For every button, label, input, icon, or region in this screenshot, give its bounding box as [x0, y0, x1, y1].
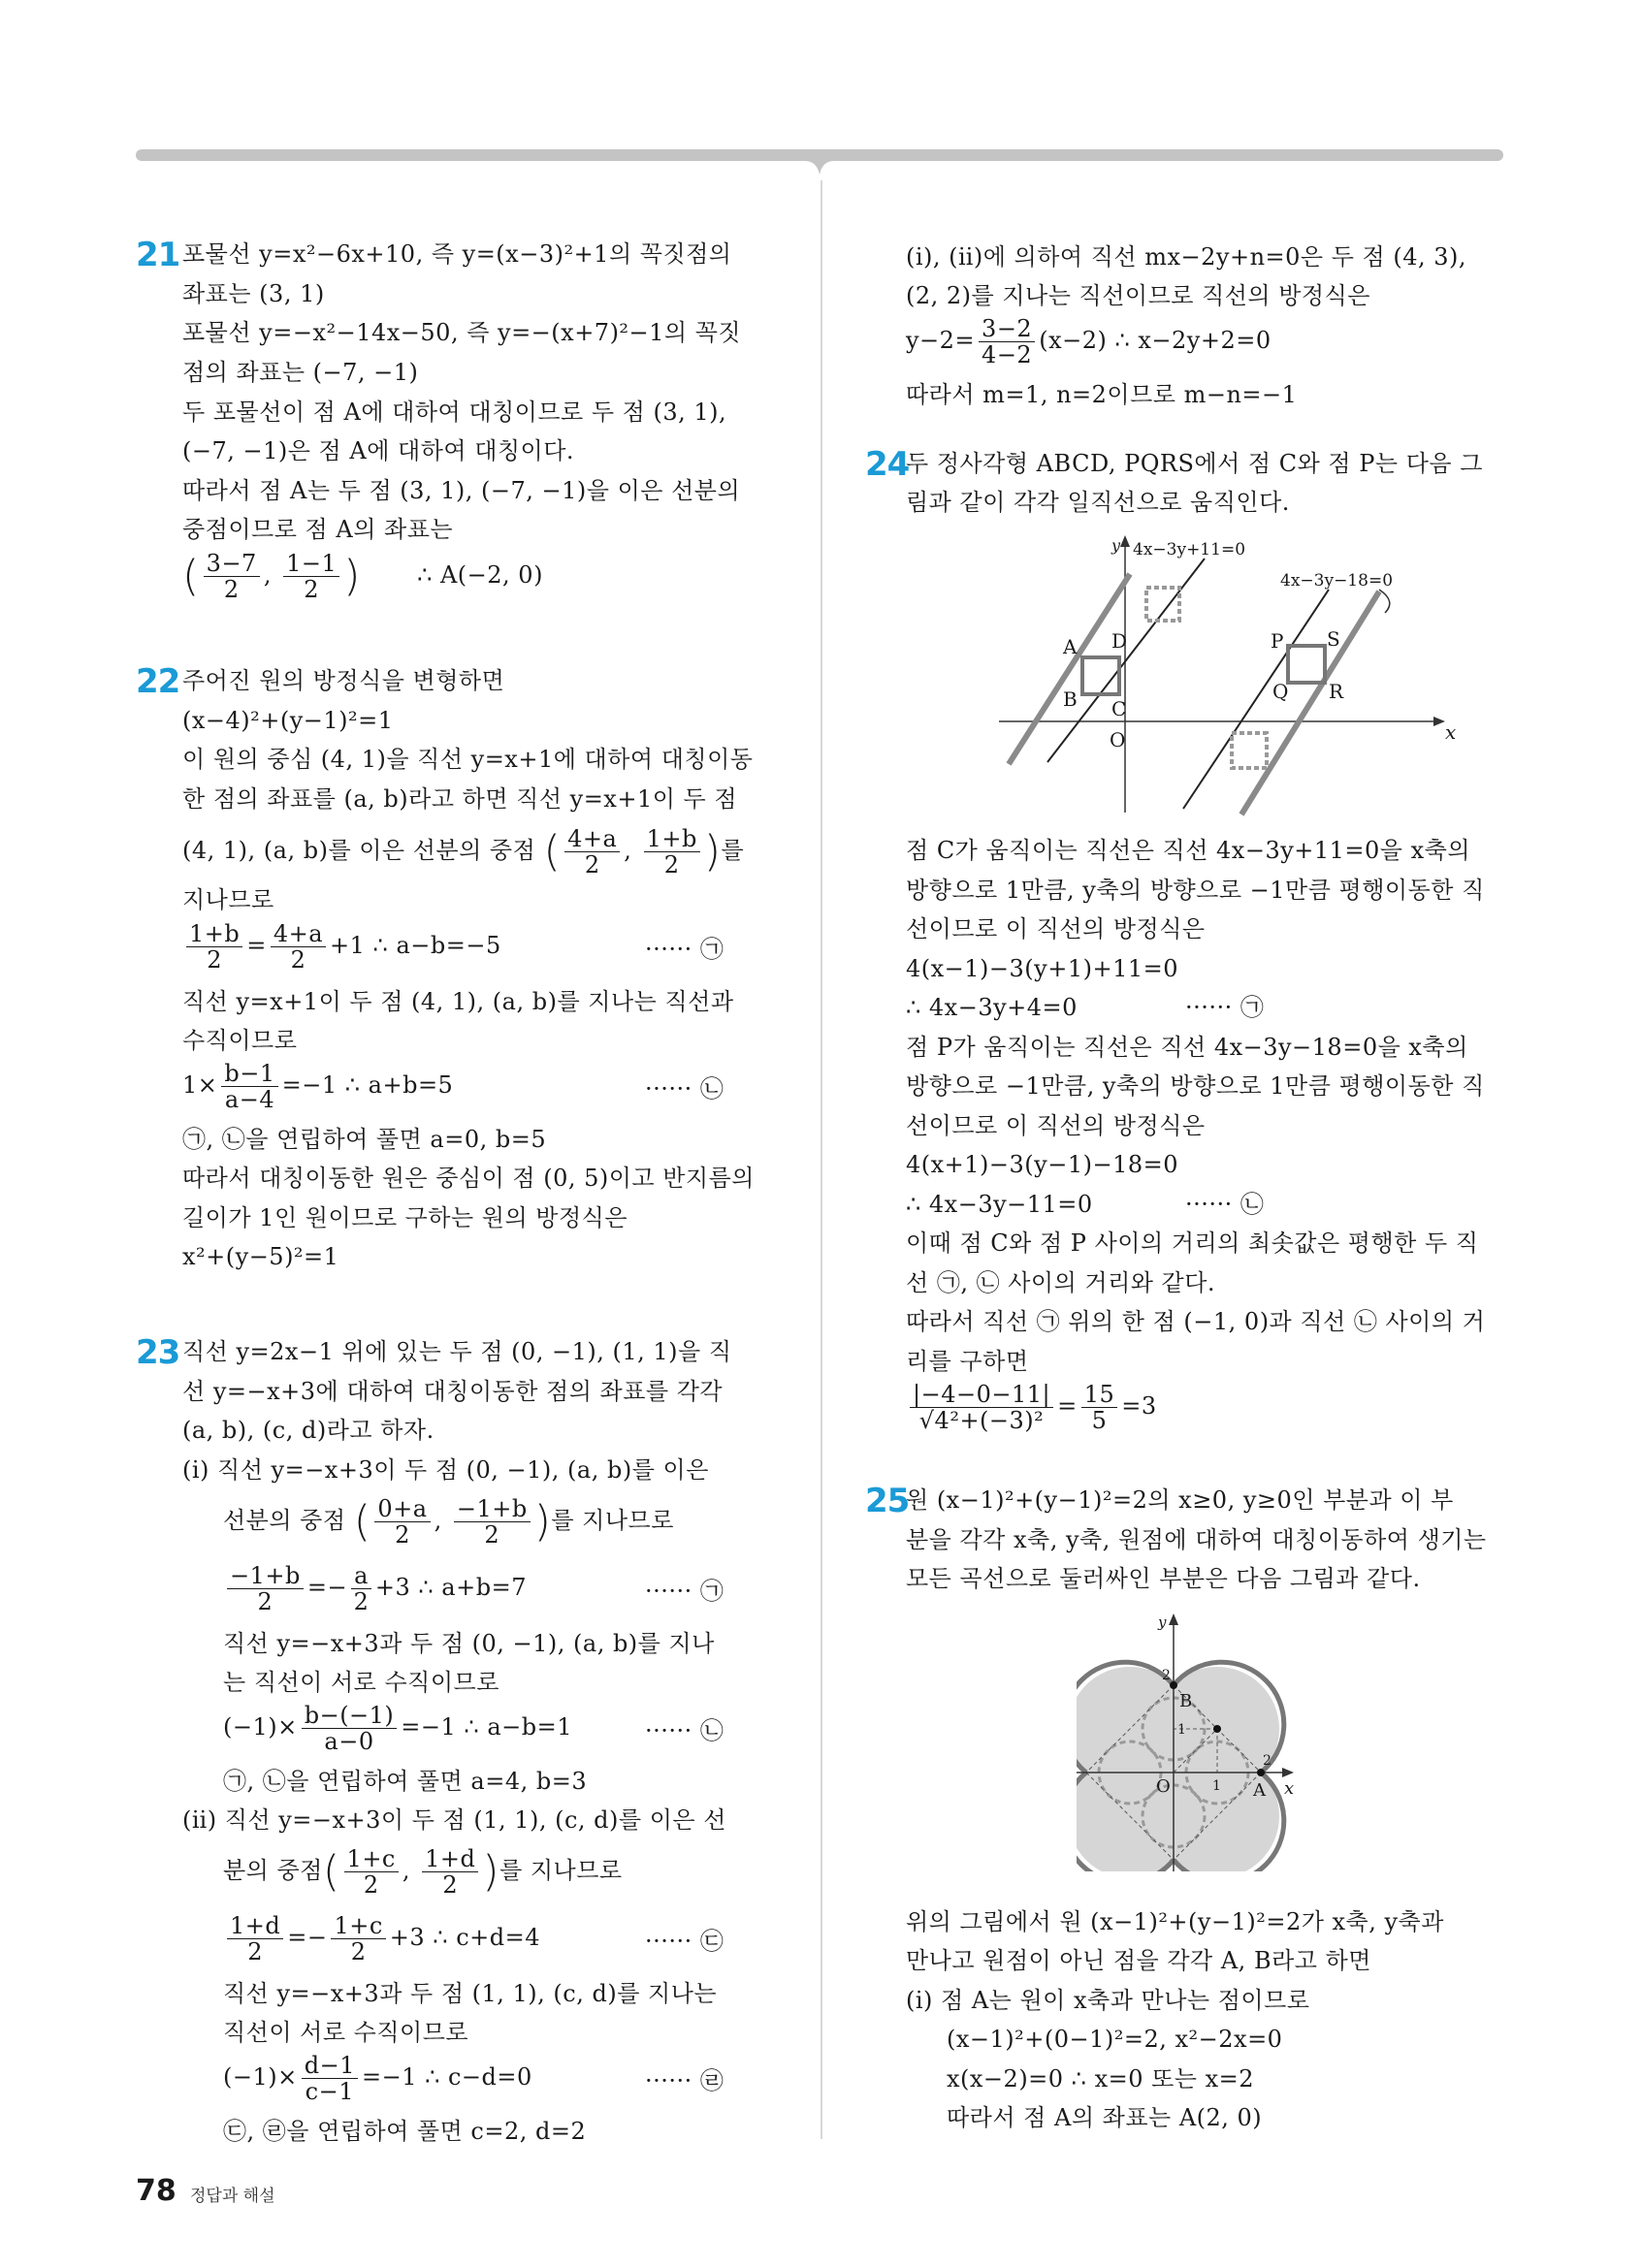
p24-y-arrow — [1120, 535, 1130, 547]
p22-line1: 주어진 원의 방정식을 변형하면 — [182, 667, 505, 694]
p21-midpoint-eq: ( $\frac{3-7}{2}$ , $\frac{1-1}{2}$ ) ∴ A(−2, 0) — [182, 550, 543, 603]
p25-line9: 따라서 점 A의 좌표는 A(2, 0) — [947, 2104, 1263, 2131]
p22-frac2: $\frac{1+b}{2}$ — [644, 826, 700, 878]
problem-25-number: 25 — [865, 1482, 910, 1520]
p25-line4: 위의 그림에서 원 (x−1)²+(y−1)²=2가 x축, y축과 — [906, 1908, 1444, 1935]
p24-square-dashed2 — [1232, 733, 1267, 768]
p23-case1-eq1: $\frac{-1+b}{2}$ =− $\frac{a}{2}$ +3 ∴ a+b=7 — [223, 1563, 527, 1614]
p21-frac1: $\frac{3-7}{2}$ — [204, 551, 260, 602]
p21-line3: 포물선 y=−x²−14x−50, 즉 y=−(x+7)²−1의 꼭짓 — [182, 319, 742, 346]
p25-line3: 모든 곡선으로 둘러싸인 부분은 다음 그림과 같다. — [906, 1565, 1421, 1592]
p23-case1-line1: (ⅰ) 직선 y=−x+3이 두 점 (0, −1), (a, b)를 이은 — [182, 1456, 709, 1484]
p22-line12: x²+(y−5)²=1 — [182, 1243, 339, 1270]
p23-mark4: ······ ㉣ — [645, 2067, 724, 2094]
p23-case2-line2: 분의 중점( $\frac{1+c}{2}$ , $\frac{1+d}{2}$ )를 지나므로 — [223, 1845, 623, 1899]
p22-eq2: 1× $\frac{b-1}{a-4}$ =−1 ∴ a+b=5 — [182, 1060, 454, 1113]
p24-line7: ∴ 4x−3y+4=0 — [906, 994, 1078, 1021]
p24-line2-label: 4x−3y−18=0 — [1280, 571, 1394, 591]
p24-line8: 점 P가 움직이는 직선은 직선 4x−3y−18=0을 x축의 — [906, 1034, 1468, 1061]
p22-line10: 따라서 대칭이동한 원은 중심이 점 (0, 5)이고 반지름의 — [182, 1165, 755, 1192]
p23-line2: 선 y=−x+3에 대하여 대칭이동한 점의 좌표를 각각 — [182, 1378, 724, 1405]
p24-line1: 두 정사각형 ABCD, PQRS에서 점 C와 점 P는 다음 그 — [906, 450, 1483, 477]
p23-case2-eq1: $\frac{1+d}{2}$ =− $\frac{1+c}{2}$ +3 ∴ c+d=4 — [223, 1913, 540, 1965]
problem-21-number: 21 — [136, 236, 180, 274]
p24-y-label: y — [1111, 536, 1121, 555]
p21-line4: 점의 좌표는 (−7, −1) — [182, 359, 419, 386]
p23-case2-line1: (ⅱ) 직선 y=−x+3이 두 점 (1, 1), (c, d)를 이은 선 — [182, 1806, 726, 1834]
p24-line14: 선 ㉠, ㉡ 사이의 거리와 같다. — [906, 1269, 1216, 1296]
p21-frac2: $\frac{1-1}{2}$ — [283, 551, 339, 602]
p24-line5: 선이므로 이 직선의 방정식은 — [906, 915, 1206, 942]
p25-line6: (ⅰ) 점 A는 원이 x축과 만나는 점이므로 — [906, 1987, 1310, 2014]
p24-line1-label: 4x−3y+11=0 — [1133, 540, 1246, 559]
r23-line1: (ⅰ), (ⅱ)에 의하여 직선 mx−2y+n=0은 두 점 (4, 3), — [906, 243, 1466, 271]
p22-eq1: $\frac{1+b}{2}$ = $\frac{4+a}{2}$ +1 ∴ a−b=−5 — [182, 921, 501, 973]
p25-x-tick1: 1 — [1212, 1778, 1221, 1794]
problem-22-number: 22 — [136, 662, 180, 701]
p24-line4: 방향으로 1만큼, y축의 방향으로 −1만큼 평행이동한 직 — [906, 877, 1485, 904]
p21-line8: 중점이므로 점 A의 좌표는 — [182, 516, 454, 543]
p25-point-B — [1170, 1681, 1177, 1689]
p24-line10: 선이므로 이 직선의 방정식은 — [906, 1112, 1206, 1139]
p23-mark3: ······ ㉢ — [645, 1928, 724, 1955]
p24-P-label: P — [1271, 629, 1284, 653]
p24-line15: 따라서 직선 ㉠ 위의 한 점 (−1, 0)과 직선 ㉡ 사이의 거 — [906, 1308, 1486, 1335]
p24-distance-eq: $\frac{|-4-0-11|}{\text{√4²+(−3)²}}$ = $\frac{15}{5}$ =3 — [906, 1382, 1157, 1433]
p23-case1-eq2: (−1)× $\frac{b-(-1)}{a-0}$ =−1 ∴ a−b=1 — [223, 1702, 572, 1755]
p25-y-arrow — [1169, 1613, 1178, 1625]
p24-R-label: R — [1329, 680, 1344, 703]
p23-mark2: ······ ㉡ — [645, 1717, 724, 1744]
p25-x-tick2: 2 — [1263, 1753, 1272, 1769]
p23-case2-eq2: (−1)× $\frac{d-1}{c-1}$ =−1 ∴ c−d=0 — [223, 2052, 532, 2105]
p24-line6: 4(x−1)−3(y+1)+11=0 — [906, 955, 1178, 982]
p23-line1: 직선 y=2x−1 위에 있는 두 점 (0, −1), (1, 1)을 직 — [182, 1338, 732, 1365]
p25-line2: 분을 각각 x축, y축, 원점에 대하여 대칭이동하여 생기는 — [906, 1526, 1487, 1553]
p22-line7: 직선 y=x+1이 두 점 (4, 1), (a, b)를 지나는 직선과 — [182, 988, 734, 1015]
p25-figure — [1077, 1610, 1300, 1871]
p21-line2: 좌표는 (3, 1) — [182, 280, 325, 307]
p24-line2-shift-path — [1183, 590, 1329, 809]
p24-line13: 이때 점 C와 점 P 사이의 거리의 최솟값은 평행한 두 직 — [906, 1230, 1479, 1257]
p25-line5: 만나고 원점이 아닌 점을 각각 A, B라고 하면 — [906, 1947, 1371, 1974]
header-bar-left — [136, 149, 810, 161]
header-notch — [805, 149, 834, 176]
p24-B-label: B — [1063, 687, 1078, 711]
r23-line2: (2, 2)를 지나는 직선이므로 직선의 방정식은 — [906, 282, 1370, 309]
footer-label: 정답과 해설 — [190, 2187, 275, 2206]
p24-A-label: A — [1063, 635, 1078, 658]
p21-line1: 포물선 y=x²−6x+10, 즉 y=(x−3)²+1의 꼭짓점의 — [182, 240, 732, 268]
p23-case1-line7: ㉠, ㉡을 연립하여 풀면 a=4, b=3 — [223, 1768, 588, 1795]
p25-x-arrow — [1282, 1768, 1294, 1777]
p23-case1-line5: 는 직선이 서로 수직이므로 — [223, 1669, 499, 1696]
p25-A-label: A — [1253, 1780, 1266, 1801]
p24-figure — [999, 531, 1465, 822]
p24-square-pqrs — [1288, 646, 1325, 683]
r23-eq1: y−2= $\frac{3-2}{4-2}$ (x−2) ∴ x−2y+2=0 — [906, 315, 1272, 368]
p24-square-dashed1 — [1146, 588, 1179, 621]
p24-C-label: C — [1111, 697, 1127, 720]
p23-case2-line4: 직선 y=−x+3과 두 점 (1, 1), (c, d)를 지나는 — [223, 1980, 718, 2007]
r23-line3: 따라서 m=1, n=2이므로 m−n=−1 — [906, 381, 1298, 408]
p25-y-tick2: 2 — [1162, 1668, 1171, 1683]
p24-line11: 4(x+1)−3(y−1)−18=0 — [906, 1151, 1178, 1178]
p24-line9: 방향으로 −1만큼, y축의 방향으로 1만큼 평행이동한 직 — [906, 1072, 1485, 1100]
p22-mark2: ······ ㉡ — [645, 1075, 724, 1102]
p22-line5: (4, 1), (a, b)를 이은 선분의 중점 ( $\frac{4+a}{2}$ , $\frac{1+b}{2}$ )를 — [182, 825, 745, 878]
p22-mark1: ······ ㉠ — [645, 936, 724, 963]
p24-line2-path — [1241, 591, 1379, 815]
p21-answer: ∴ A(−2, 0) — [417, 561, 543, 589]
p22-line6: 지나므로 — [182, 886, 274, 913]
problem-24-number: 24 — [865, 445, 910, 484]
p23-mark1: ······ ㉠ — [645, 1578, 724, 1605]
p22-line8: 수직이므로 — [182, 1027, 298, 1054]
p23-case1-line2: 선분의 중점 ( $\frac{0+a}{2}$ , $\frac{-1+b}{2}$ )를 지나므로 — [223, 1495, 674, 1549]
p22-line2: (x−4)²+(y−1)²=1 — [182, 707, 394, 734]
p25-x-label: x — [1284, 1778, 1295, 1799]
p23-case2-line7: ㉢, ㉣을 연립하여 풀면 c=2, d=2 — [223, 2118, 587, 2145]
p22-frac1: $\frac{4+a}{2}$ — [564, 826, 620, 878]
p23-case2-line5: 직선이 서로 수직이므로 — [223, 2019, 469, 2046]
p25-origin-label: O — [1156, 1776, 1171, 1797]
page-number: 78 — [136, 2174, 177, 2208]
p22-line3: 이 원의 중심 (4, 1)을 직선 y=x+1에 대하여 대칭이동 — [182, 746, 754, 773]
p21-line7: 따라서 점 A는 두 점 (3, 1), (−7, −1)을 이은 선분의 — [182, 477, 741, 504]
p25-line8: x(x−2)=0 ∴ x=0 또는 x=2 — [947, 2065, 1255, 2092]
p24-x-arrow — [1433, 717, 1445, 726]
p24-S-label: S — [1327, 627, 1340, 651]
p24-x-label: x — [1445, 720, 1457, 744]
p21-line5: 두 포물선이 점 A에 대하여 대칭이므로 두 점 (3, 1), — [182, 399, 727, 426]
p21-line6: (−7, −1)은 점 A에 대하여 대칭이다. — [182, 437, 575, 464]
header-bar — [136, 149, 1503, 165]
p24-line2: 림과 같이 각각 일직선으로 움직인다. — [906, 489, 1290, 516]
p25-y-label: y — [1158, 1613, 1167, 1631]
p24-line12: ∴ 4x−3y−11=0 — [906, 1191, 1093, 1218]
p24-origin-label: O — [1110, 728, 1126, 751]
p23-case1-line4: 직선 y=−x+3과 두 점 (0, −1), (a, b)를 지나 — [223, 1630, 715, 1657]
problem-23-number: 23 — [136, 1333, 180, 1372]
p25-y-tick1: 1 — [1177, 1722, 1186, 1738]
p22-line4: 한 점의 좌표를 (a, b)라고 하면 직선 y=x+1이 두 점 — [182, 785, 738, 813]
p25-line1: 원 (x−1)²+(y−1)²=2의 x≥0, y≥0인 부분과 이 부 — [906, 1486, 1454, 1514]
column-divider — [821, 180, 822, 2139]
p23-line3: (a, b), (c, d)라고 하자. — [182, 1417, 435, 1444]
p24-mark1: ······ ㉠ — [1185, 994, 1265, 1021]
p24-D-label: D — [1111, 629, 1128, 653]
p24-line16: 리를 구하면 — [906, 1348, 1029, 1375]
p25-line7: (x−1)²+(0−1)²=2, x²−2x=0 — [947, 2026, 1283, 2053]
p25-point-A — [1257, 1769, 1265, 1776]
header-bar-right — [829, 149, 1503, 161]
p24-line3: 점 C가 움직이는 직선은 직선 4x−3y+11=0을 x축의 — [906, 837, 1471, 864]
p24-mark2: ······ ㉡ — [1185, 1191, 1265, 1218]
p25-B-label: B — [1179, 1691, 1193, 1711]
p25-center-point — [1213, 1725, 1221, 1733]
p22-line11: 길이가 1인 원이므로 구하는 원의 방정식은 — [182, 1204, 628, 1231]
p22-line9: ㉠, ㉡을 연립하여 풀면 a=0, b=5 — [182, 1126, 547, 1153]
p24-Q-label: Q — [1272, 680, 1289, 703]
